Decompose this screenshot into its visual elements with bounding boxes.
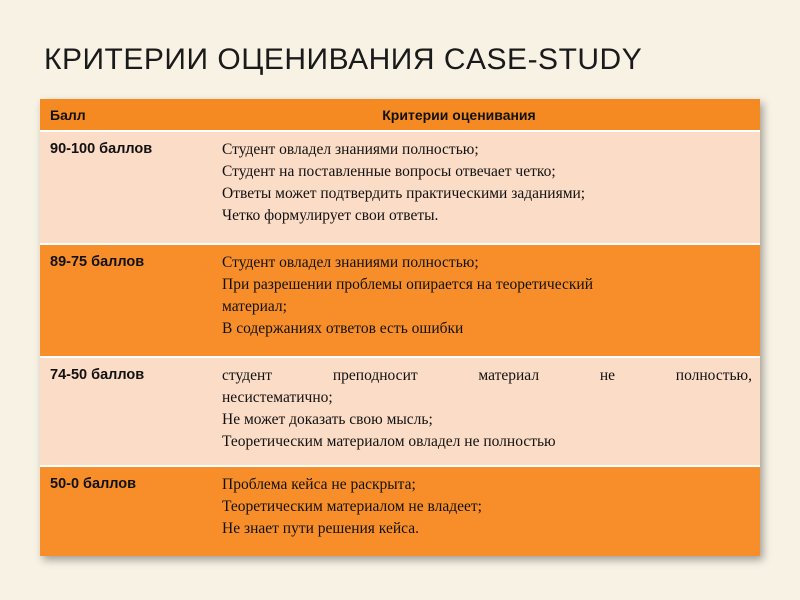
criteria-cell (218, 467, 760, 556)
criteria-cell (218, 358, 760, 465)
criteria-line: материал; (222, 298, 287, 315)
table-row (40, 130, 760, 243)
table-row (40, 243, 760, 356)
criteria-line: студент преподносит материал не полностью, (222, 367, 752, 384)
criteria-line: Ответы может подтвердить практическими заданиями; (222, 185, 586, 202)
criteria-line: Студент на поставленные вопросы отвечает четко; (222, 163, 556, 180)
score-cell: 74-50 баллов (50, 367, 145, 383)
criteria-line: Не может доказать свою мысль; (222, 411, 433, 428)
criteria-line: Не знает пути решения кейса. (222, 520, 419, 537)
criteria-line: Студент овладел знаниями полностью; (222, 254, 479, 271)
grading-criteria-table (40, 99, 760, 556)
criteria-line: Студент овладел знаниями полностью; (222, 141, 479, 158)
criteria-line: В содержаниях ответов есть ошибки (222, 320, 464, 337)
criteria-line: несистематично; (222, 389, 333, 406)
table-row (40, 356, 760, 465)
criteria-line: Теоретическим материалом овладел не полностью (222, 433, 556, 450)
criteria-line: Теоретическим материалом не владеет; (222, 498, 482, 515)
criteria-line: Четко формулирует свои ответы. (222, 207, 439, 224)
header-criteria: Критерии оценивания (382, 106, 536, 123)
score-cell: 50-0 баллов (50, 476, 137, 492)
header-score: Балл (50, 106, 86, 123)
criteria-line: Проблема кейса не раскрыта; (222, 476, 416, 493)
table-header-row (40, 99, 760, 130)
score-cell: 90-100 баллов (50, 141, 153, 157)
criteria-line: При разрешении проблемы опирается на теоретический (222, 276, 593, 293)
table-row (40, 465, 760, 556)
criteria-cell (218, 245, 760, 356)
criteria-cell (218, 132, 760, 243)
score-cell: 89-75 баллов (50, 254, 145, 270)
slide-title: КРИТЕРИИ ОЦЕНИВАНИЯ CASE-STUDY (44, 43, 643, 76)
